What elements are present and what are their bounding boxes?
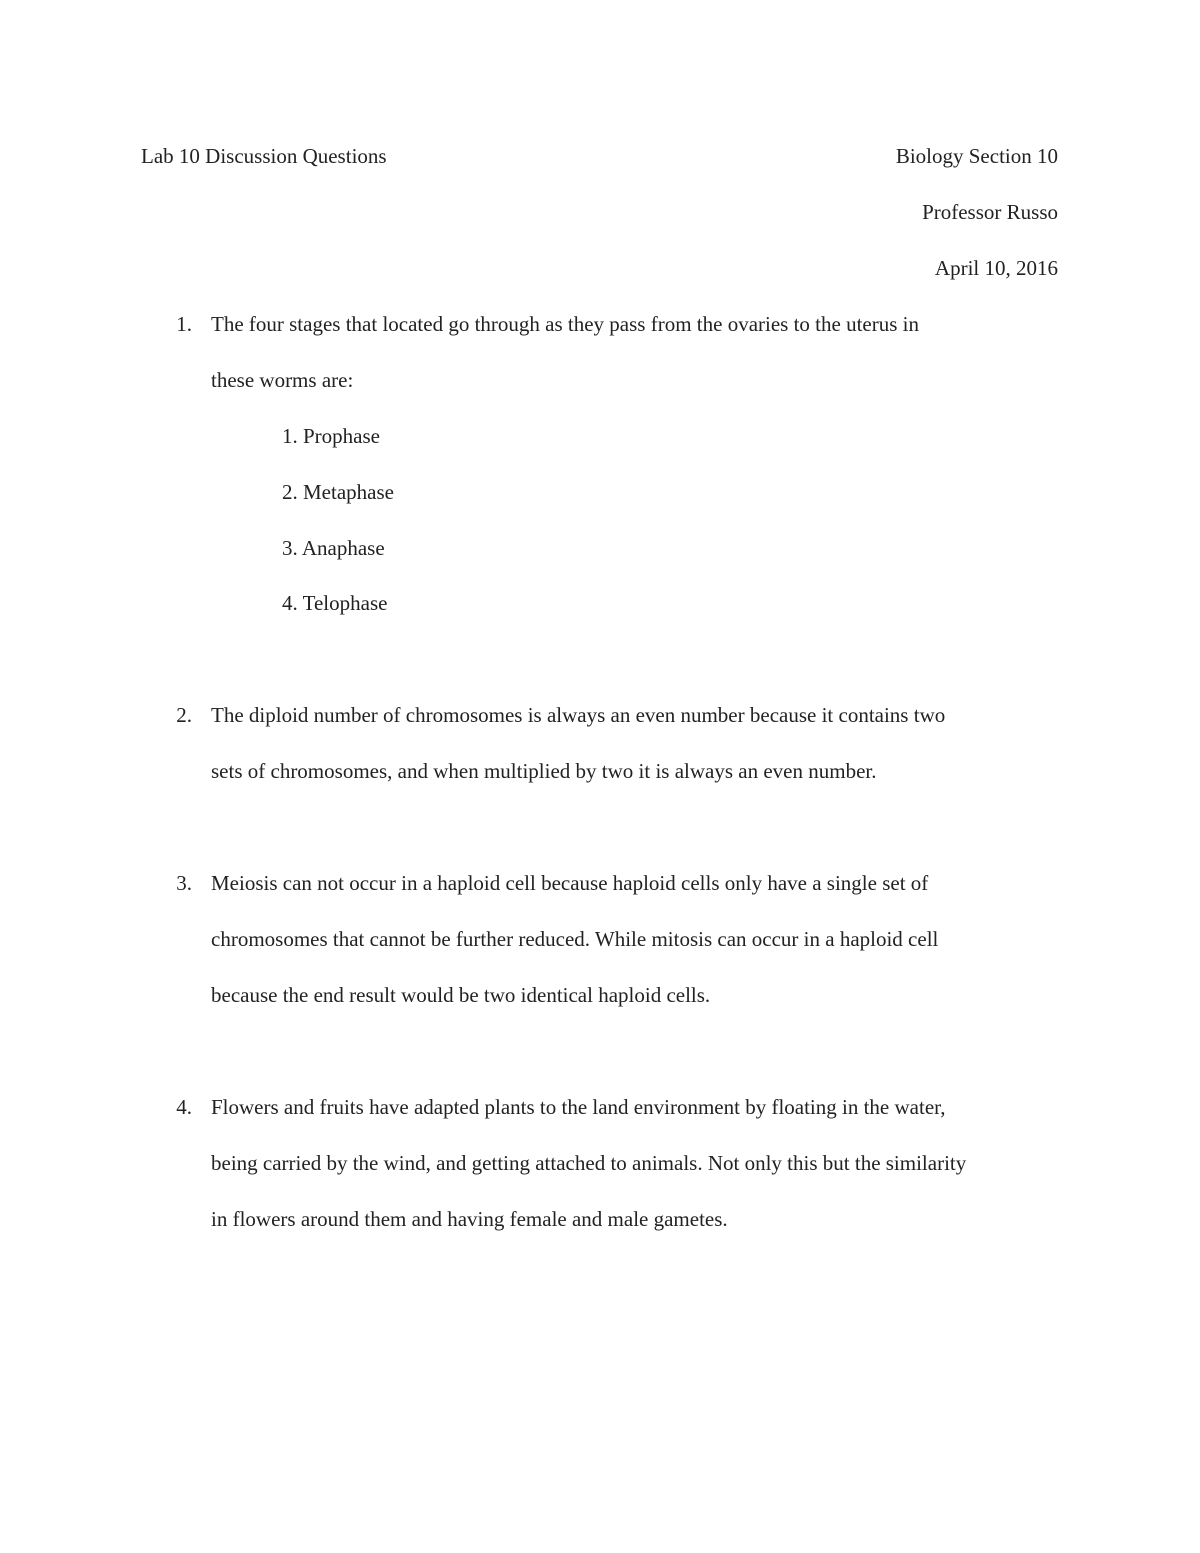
question-text-line: Flowers and fruits have adapted plants to the land environment by floating in the water, [211,1095,946,1119]
document-date: April 10, 2016 [934,256,1058,280]
question-text-line: because the end result would be two identical haploid cells. [211,983,711,1007]
professor-name: Professor Russo [922,200,1058,224]
list-item: 3. Anaphase [282,536,385,560]
list-item: 2. Metaphase [282,480,394,504]
question-text-line: Meiosis can not occur in a haploid cell because haploid cells only have a single set of [211,871,929,895]
question-text-line: sets of chromosomes, and when multiplied by two it is always an even number. [211,759,877,783]
question-number: 2. [176,703,192,727]
list-item: 4. Telophase [282,591,388,615]
question-text-line: being carried by the wind, and getting attached to animals. Not only this but the similarity [211,1151,967,1175]
question-text-line: The four stages that located go through as they pass from the ovaries to the uterus in [211,312,919,336]
question-number: 3. [176,871,192,895]
question-text-line: chromosomes that cannot be further reduced. While mitosis can occur in a haploid cell [211,927,939,951]
list-item: 1. Prophase [282,424,380,448]
question-text-line: these worms are: [211,368,354,392]
question-text-line: in flowers around them and having female and male gametes. [211,1207,728,1231]
question-number: 4. [176,1095,192,1119]
course-section: Biology Section 10 [895,144,1058,168]
question-number: 1. [176,312,192,336]
document-title: Lab 10 Discussion Questions [141,144,387,168]
question-text-line: The diploid number of chromosomes is always an even number because it contains two [211,703,946,727]
